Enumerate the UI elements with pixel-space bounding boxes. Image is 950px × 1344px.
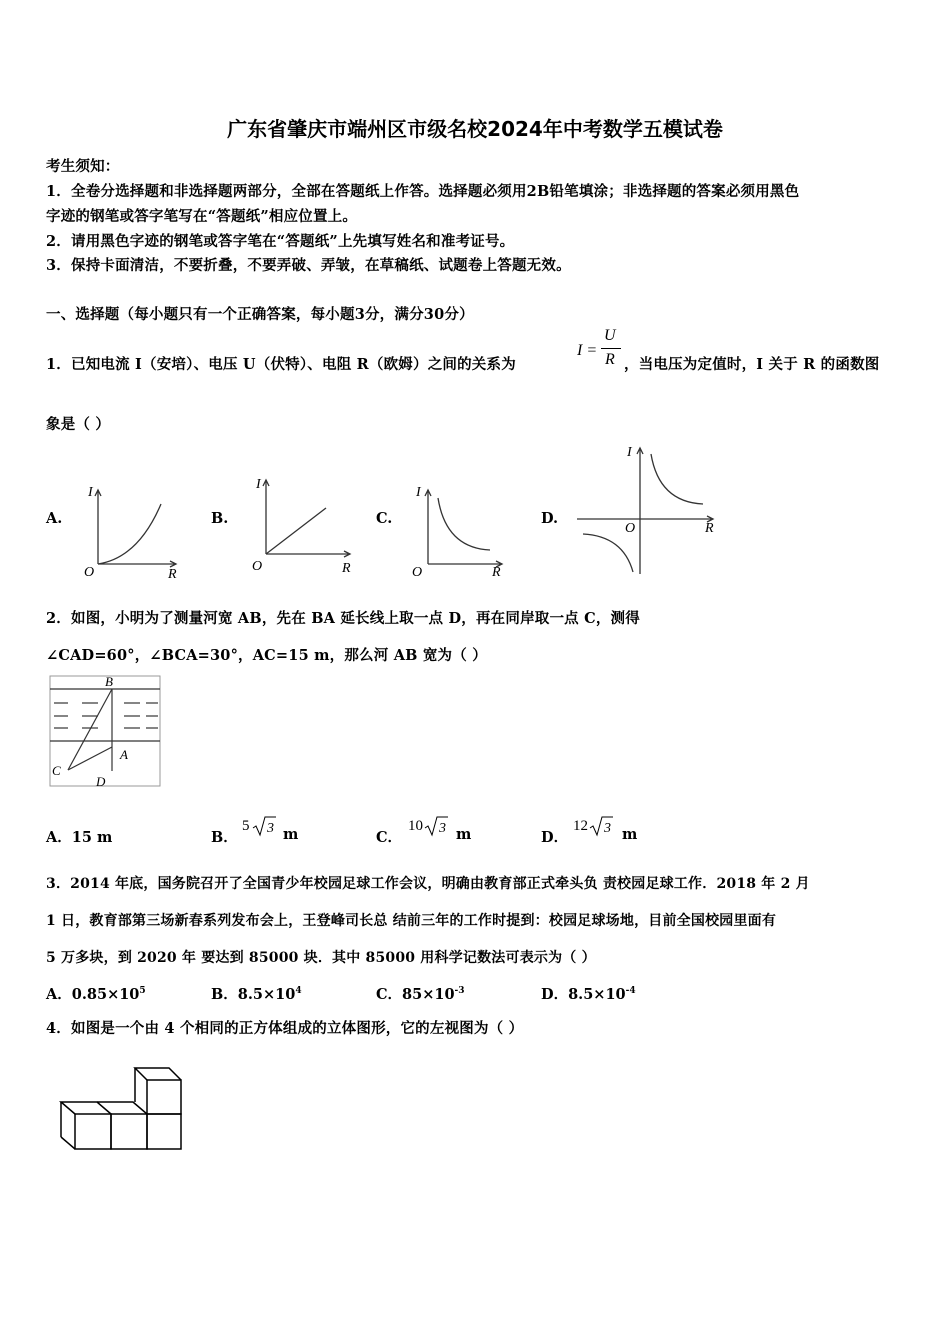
- graph-b-origin: O: [252, 559, 263, 574]
- graph-a-x-label: R: [168, 567, 177, 580]
- q3-text-1: 3．2014 年底，国务院召开了全国青少年校园足球工作会议，明确由教育部正式牵头负 责校园足球工作．2018 年 2 月: [46, 876, 810, 892]
- graph-d-x-label: R: [705, 521, 714, 536]
- q2-option-d-coefficient: 12: [573, 818, 588, 834]
- graph-c-y-label: I: [416, 485, 421, 500]
- graph-a-origin: O: [84, 565, 95, 580]
- q2-option-a: A．15 m: [46, 829, 113, 846]
- q2-option-c-unit: m: [456, 826, 472, 843]
- radicand: 3: [604, 821, 611, 836]
- page-title: 广东省肇庆市端州区市级名校2024年中考数学五模试卷: [227, 117, 723, 141]
- q3-text-3: 5 万多块，到 2020 年 要达到 85000 块．其中 85000 用科学记数法可表示为（ ）: [46, 950, 596, 966]
- q1-fraction-bar: [601, 348, 621, 349]
- q2-option-b-unit: m: [283, 826, 299, 843]
- q2-text-1: 2．如图，小明为了测量河宽 AB，先在 BA 延长线上取一点 D，再在同岸取一点 C，测得: [46, 610, 640, 627]
- notice-line-3: 3．保持卡面清洁，不要折叠，不要弄破、弄皱，在草稿纸、试题卷上答题无效。: [46, 257, 571, 274]
- q2-option-c: C．: [376, 829, 403, 846]
- q2-option-c-coefficient: 10: [408, 818, 423, 834]
- sqrt-icon: [424, 815, 448, 837]
- q1-text-1: 1．已知电流 I（安培）、电压 U（伏特）、电阻 R（欧姆）之间的关系为: [46, 356, 516, 373]
- label-d: D: [96, 774, 106, 789]
- q3-option-a: A．$0.85\times 10^5$: [46, 986, 146, 1003]
- section-heading: 一、选择题（每小题只有一个正确答案，每小题3分，满分30分）: [46, 306, 474, 323]
- label-a: A: [120, 747, 128, 762]
- river-figure: [46, 673, 164, 791]
- q1-option-c: C.: [376, 510, 393, 527]
- cube-figure: [55, 1060, 190, 1155]
- q2-option-d-unit: m: [622, 826, 638, 843]
- notice-line-2: 2．请用黑色字迹的钢笔或答字笔在“答题纸”上先填写姓名和准考证号。: [46, 233, 515, 250]
- q4-text-1: 4．如图是一个由 4 个相同的正方体组成的立体图形，它的左视图为（ ）: [46, 1020, 524, 1037]
- graph-d-y-label: I: [627, 445, 632, 460]
- q1-option-b: B.: [211, 510, 229, 527]
- radicand: 3: [439, 821, 446, 836]
- graph-c-x-label: R: [492, 565, 501, 578]
- sqrt-icon: [252, 815, 276, 837]
- q1-formula-denominator: R: [605, 351, 615, 368]
- graph-a: [78, 480, 183, 580]
- q3-text-2: 1 日，教育部第三场新春系列发布会上，王登峰司长总 结前三年的工作时提到：校园足球场地，目前全国校园里面有: [46, 913, 777, 929]
- q2-option-b-coefficient: 5: [242, 818, 250, 834]
- label-c: C: [52, 763, 61, 778]
- q2-option-b: B．: [211, 829, 238, 846]
- graph-d-origin: O: [625, 521, 636, 536]
- graph-b: [246, 470, 356, 578]
- q3-option-b: B．$8.5\times 10^4$: [211, 986, 302, 1003]
- q1-option-a: A.: [46, 510, 63, 527]
- graph-b-y-label: I: [256, 477, 261, 492]
- q1-text-3: 象是（ ）: [46, 416, 111, 433]
- sqrt-icon: [589, 815, 613, 837]
- q1-option-d: D.: [541, 510, 559, 527]
- q2-option-d: D．: [541, 829, 569, 846]
- q1-text-2: ，当电压为定值时，I 关于 R 的函数图: [624, 356, 880, 373]
- q1-formula-lhs: I =: [577, 342, 598, 359]
- graph-b-x-label: R: [342, 561, 351, 576]
- q3-option-c: C．$85\times 10^{-3}$: [376, 986, 465, 1003]
- q3-option-d: D．$8.5\times 10^{-4}$: [541, 986, 636, 1003]
- notice-line-1: 1．全卷分选择题和非选择题两部分，全部在答题纸上作答。选择题必须用2B铅笔填涂；非选择题的答案必须用黑色: [46, 183, 800, 200]
- radicand: 3: [267, 821, 274, 836]
- label-b: B: [105, 674, 113, 689]
- notice-line-1b: 字迹的钢笔或答字笔写在“答题纸”相应位置上。: [46, 208, 358, 225]
- graph-d: [575, 440, 723, 578]
- notice-heading: 考生须知：: [46, 158, 120, 175]
- graph-c-origin: O: [412, 565, 423, 578]
- graph-c: [406, 480, 508, 578]
- graph-a-y-label: I: [88, 485, 93, 500]
- q1-formula-numerator: U: [604, 327, 616, 344]
- q2-text-2: ∠CAD=60°，∠BCA=30°，AC=15 m，那么河 AB 宽为（ ）: [46, 647, 487, 664]
